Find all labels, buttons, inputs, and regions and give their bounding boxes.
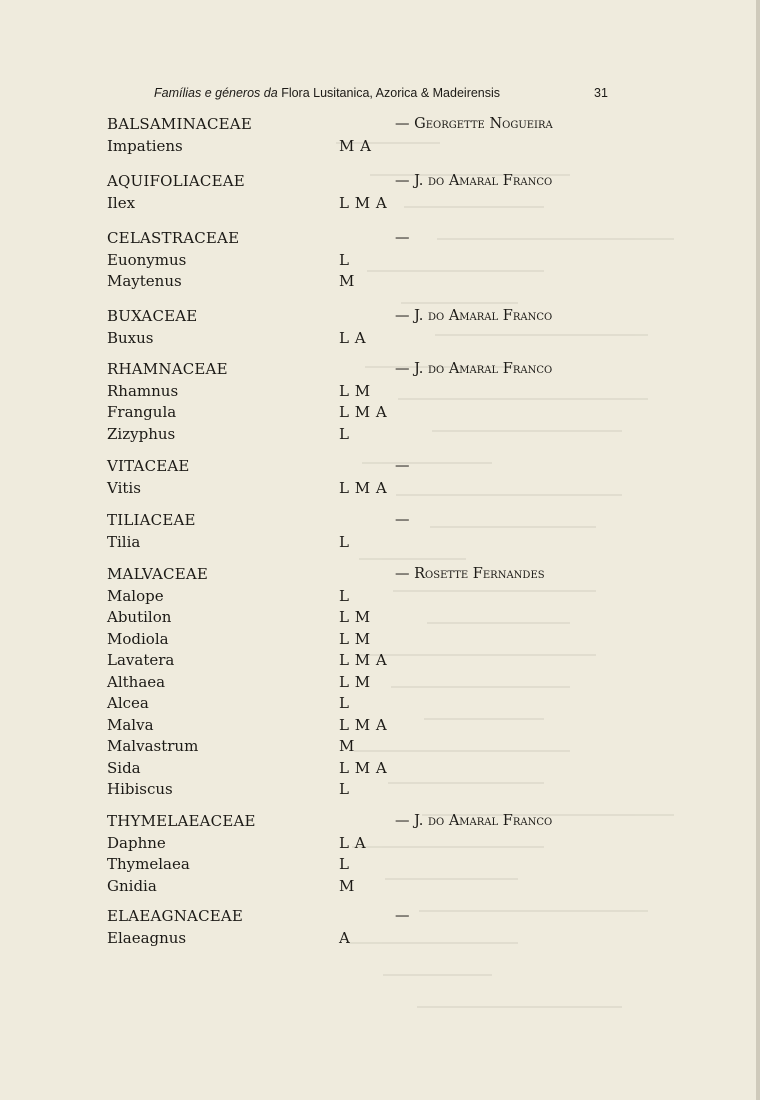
family-author: — xyxy=(395,230,410,246)
genus-name: Modiola xyxy=(107,630,169,648)
family-name: AQUIFOLIACEAE xyxy=(107,172,245,190)
genus-distribution: M xyxy=(339,272,355,290)
genus-row xyxy=(0,477,760,499)
genus-distribution: L M A xyxy=(339,403,388,421)
genus-name: Alcea xyxy=(107,694,149,712)
genus-distribution: L M A xyxy=(339,759,388,777)
genus-name: Lavatera xyxy=(107,651,175,669)
genus-name: Maytenus xyxy=(107,272,182,290)
genus-name: Euonymus xyxy=(107,251,187,269)
genus-distribution: M xyxy=(339,877,355,895)
genus-row xyxy=(0,649,760,671)
genus-distribution: L xyxy=(339,855,350,873)
family-row xyxy=(0,905,760,927)
family-name: ELAEAGNACEAE xyxy=(107,907,244,925)
family-row xyxy=(0,227,760,249)
genus-distribution: L M A xyxy=(339,194,388,212)
genus-row xyxy=(0,192,760,214)
genus-row xyxy=(0,249,760,271)
family-name: THYMELAEACEAE xyxy=(107,812,256,830)
genus-distribution: L M xyxy=(339,608,371,626)
genus-name: Althaea xyxy=(107,673,166,691)
genus-name: Abutilon xyxy=(107,608,172,626)
family-name: BUXACEAE xyxy=(107,307,198,325)
genus-name: Frangula xyxy=(107,403,177,421)
genus-name: Elaeagnus xyxy=(107,929,187,947)
family-row xyxy=(0,358,760,380)
genus-row xyxy=(0,606,760,628)
genus-row xyxy=(0,927,760,949)
genus-distribution: L xyxy=(339,694,350,712)
genus-distribution: L xyxy=(339,587,350,605)
genus-row xyxy=(0,671,760,693)
genus-distribution: L M A xyxy=(339,479,388,497)
genus-distribution: L A xyxy=(339,834,367,852)
genus-row xyxy=(0,875,760,897)
genus-name: Buxus xyxy=(107,329,154,347)
genus-row xyxy=(0,270,760,292)
genus-distribution: L M xyxy=(339,673,371,691)
genus-name: Zizyphus xyxy=(107,425,176,443)
genus-row xyxy=(0,531,760,553)
genus-distribution: M A xyxy=(339,137,372,155)
family-author: — J. do Amaral Franco xyxy=(395,173,553,189)
genus-distribution: L xyxy=(339,251,350,269)
family-row xyxy=(0,170,760,192)
genus-name: Daphne xyxy=(107,834,166,852)
genus-name: Vitis xyxy=(107,479,141,497)
family-author: — J. do Amaral Franco xyxy=(395,813,553,829)
genus-row xyxy=(0,585,760,607)
family-name: VITACEAE xyxy=(107,457,190,475)
family-row xyxy=(0,305,760,327)
page-number: 31 xyxy=(594,86,608,100)
family-name: RHAMNACEAE xyxy=(107,360,228,378)
genus-distribution: L A xyxy=(339,329,367,347)
genus-distribution: L M A xyxy=(339,716,388,734)
genus-row xyxy=(0,327,760,349)
header-title-italic-2: da xyxy=(263,86,278,100)
family-name: MALVACEAE xyxy=(107,565,209,583)
genus-row xyxy=(0,757,760,779)
genus-name: Ilex xyxy=(107,194,136,212)
family-author: — J. do Amaral Franco xyxy=(395,361,553,377)
family-author: — xyxy=(395,908,410,924)
header-title xyxy=(154,86,500,100)
genus-row xyxy=(0,778,760,800)
genus-name: Sida xyxy=(107,759,141,777)
genus-distribution: L xyxy=(339,780,350,798)
genus-distribution: A xyxy=(339,929,351,947)
genus-row xyxy=(0,692,760,714)
family-name: TILIACEAE xyxy=(107,511,196,529)
family-row xyxy=(0,113,760,135)
family-author: — Georgette Nogueira xyxy=(395,116,553,132)
genus-row xyxy=(0,853,760,875)
genus-row xyxy=(0,135,760,157)
family-row xyxy=(0,509,760,531)
genus-row xyxy=(0,735,760,757)
genus-distribution: L M A xyxy=(339,651,388,669)
genus-row xyxy=(0,380,760,402)
genus-name: Malvastrum xyxy=(107,737,199,755)
genus-distribution: M xyxy=(339,737,355,755)
genus-row xyxy=(0,714,760,736)
genus-row xyxy=(0,401,760,423)
genus-name: Malva xyxy=(107,716,154,734)
family-author: — xyxy=(395,458,410,474)
genus-name: Tilia xyxy=(107,533,141,551)
genus-name: Gnidia xyxy=(107,877,157,895)
genus-row xyxy=(0,423,760,445)
family-name: BALSAMINACEAE xyxy=(107,115,252,133)
genus-name: Thymelaea xyxy=(107,855,190,873)
header-title-rest: Flora Lusitanica, Azorica & Madeirensis xyxy=(281,86,501,100)
genus-row xyxy=(0,628,760,650)
bleed-line xyxy=(383,952,492,976)
family-author: — Rosette Fernandes xyxy=(395,566,545,582)
genus-distribution: L M xyxy=(339,382,371,400)
family-author: — xyxy=(395,512,410,528)
family-author: — J. do Amaral Franco xyxy=(395,308,553,324)
genus-name: Rhamnus xyxy=(107,382,179,400)
genus-distribution: L M xyxy=(339,630,371,648)
header-title-italic-1: Famílias e géneros xyxy=(154,86,261,100)
genus-name: Malope xyxy=(107,587,164,605)
genus-distribution: L xyxy=(339,425,350,443)
bleed-line xyxy=(417,984,622,1008)
genus-name: Hibiscus xyxy=(107,780,173,798)
genus-distribution: L xyxy=(339,533,350,551)
genus-name: Impatiens xyxy=(107,137,183,155)
family-row xyxy=(0,810,760,832)
family-row xyxy=(0,455,760,477)
family-row xyxy=(0,563,760,585)
genus-row xyxy=(0,832,760,854)
family-name: CELASTRACEAE xyxy=(107,229,240,247)
